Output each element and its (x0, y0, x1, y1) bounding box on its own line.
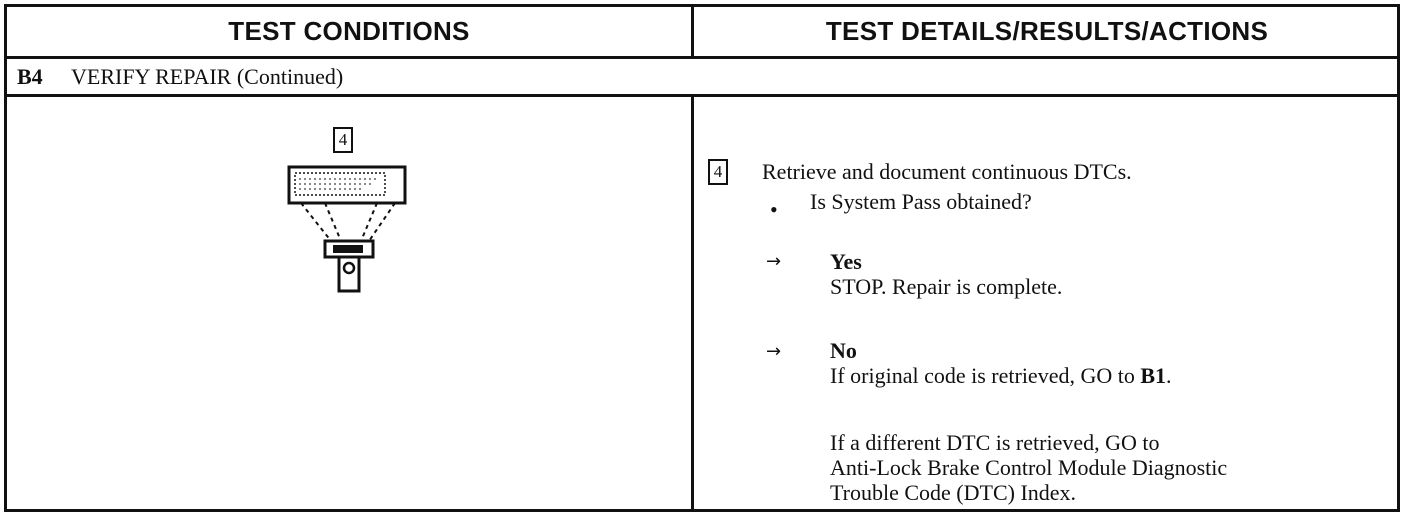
yes-label: Yes (830, 249, 862, 274)
no-extra-line: Anti-Lock Brake Control Module Diagnostic (830, 455, 1228, 480)
question-text: Is System Pass obtained? (810, 189, 1032, 214)
no-label: No (830, 338, 857, 363)
yes-action: STOP. Repair is complete. (830, 274, 1063, 299)
no-action-suffix: . (1166, 363, 1172, 388)
test-conditions-cell (7, 97, 691, 509)
step-id: B4 (17, 63, 43, 89)
instruction-text: Retrieve and document continuous DTCs. (762, 159, 1132, 184)
no-extra-line: Trouble Code (DTC) Index. (830, 480, 1077, 505)
arrow-right-icon: → (766, 341, 782, 362)
header-test-details: TEST DETAILS/RESULTS/ACTIONS (691, 7, 1400, 56)
goto-step-link: B1 (1140, 363, 1167, 388)
bullet-icon: • (770, 197, 778, 222)
step-title: VERIFY REPAIR (Continued) (71, 63, 344, 89)
no-extra-action (830, 430, 1227, 505)
step-title-row (7, 59, 1397, 97)
scan-tool-connected-to-vehicle-icon (277, 163, 417, 303)
arrow-right-icon: → (766, 251, 782, 272)
header-test-conditions: TEST CONDITIONS (228, 16, 470, 46)
step-number-box: 4 (333, 127, 353, 153)
table-header-row (7, 7, 1397, 59)
no-action-text: If original code is retrieved, GO to (830, 363, 1141, 388)
no-extra-line: If a different DTC is retrieved, GO to (830, 430, 1160, 455)
test-table (4, 4, 1400, 512)
step-number-box: 4 (708, 159, 728, 185)
no-action (830, 363, 1172, 388)
test-details-cell (691, 97, 1397, 509)
